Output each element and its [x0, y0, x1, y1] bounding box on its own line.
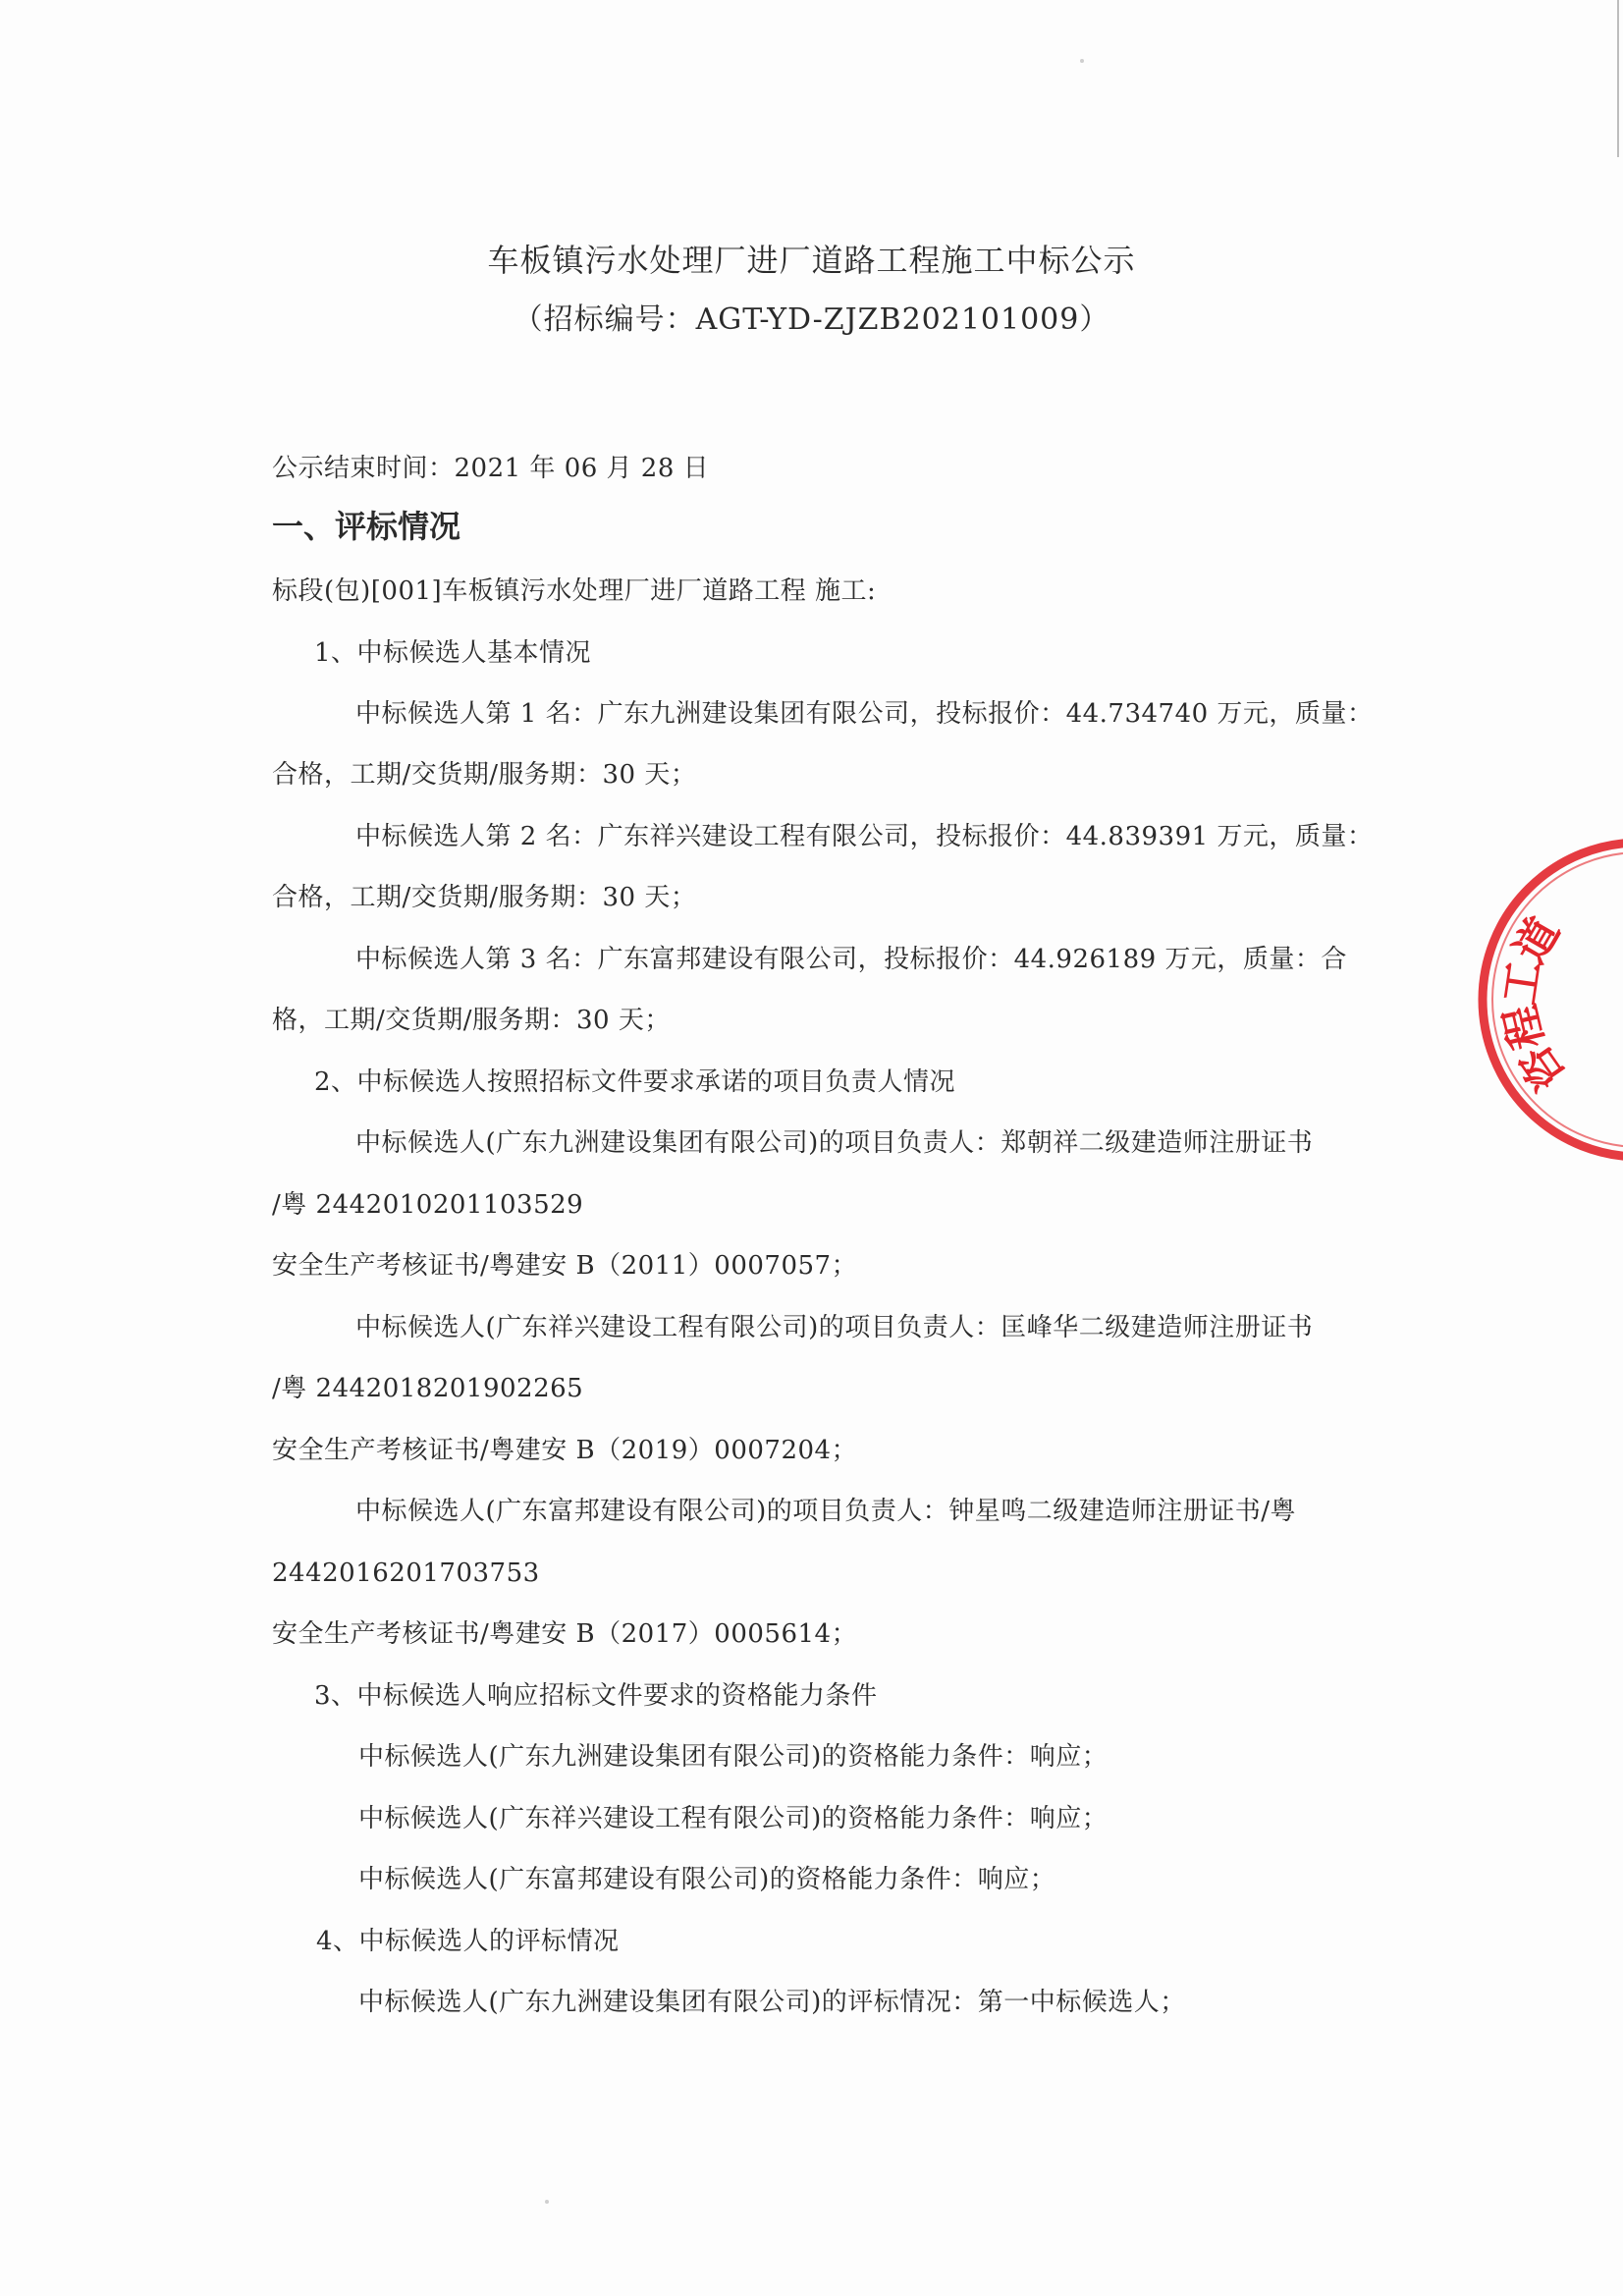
qualification-3: 中标候选人(广东富邦建设有限公司)的资格能力条件：响应；: [358, 1865, 1056, 1894]
company-seal: [1473, 833, 1623, 1167]
subheading-project-managers: 2、中标候选人按照招标文件要求承诺的项目负责人情况: [314, 1067, 956, 1097]
manager-2-line-2: /粤 2442018201902265: [272, 1374, 584, 1403]
manager-1-line-3: 安全生产考核证书/粤建安 B（2011）0007057；: [272, 1251, 858, 1281]
seal-character: 咨: [1509, 1035, 1576, 1100]
subheading-evaluation-results: 4、中标候选人的评标情况: [316, 1927, 620, 1956]
manager-1-line-1: 中标候选人(广东九洲建设集团有限公司)的项目负责人：郑朝祥二级建造师注册证书: [355, 1128, 1314, 1158]
subheading-qualifications: 3、中标候选人响应招标文件要求的资格能力条件: [314, 1681, 878, 1711]
candidate-2-line-2: 合格，工期/交货期/服务期：30 天；: [272, 883, 697, 912]
seal-character: 道: [1504, 908, 1570, 972]
document-title: 车板镇污水处理厂进厂道路工程施工中标公示: [487, 242, 1136, 279]
manager-3-line-3: 安全生产考核证书/粤建安 B（2017）0005614；: [272, 1619, 858, 1649]
scan-speck: [545, 2200, 549, 2204]
page-edge-line: [1617, 0, 1619, 157]
candidate-1-line-2: 合格，工期/交货期/服务期：30 天；: [272, 760, 697, 790]
seal-graphic: [1473, 833, 1623, 1167]
manager-3-line-1: 中标候选人(广东富邦建设有限公司)的项目负责人：钟星鸣二级建造师注册证书/粤: [355, 1497, 1297, 1526]
qualification-1: 中标候选人(广东九洲建设集团有限公司)的资格能力条件：响应；: [358, 1742, 1109, 1772]
candidate-3-line-1: 中标候选人第 3 名：广东富邦建设有限公司，投标报价：44.926189 万元，质量：合: [355, 945, 1347, 974]
qualification-2: 中标候选人(广东祥兴建设工程有限公司)的资格能力条件：响应；: [358, 1804, 1109, 1833]
tender-number: （招标编号：AGT-YD-ZJZB202101009）: [513, 302, 1110, 337]
seal-character: 程: [1494, 1000, 1554, 1055]
manager-3-line-2: 2442016201703753: [272, 1558, 540, 1588]
subheading-basic-info: 1、中标候选人基本情况: [314, 638, 592, 668]
section-heading-evaluation: 一、评标情况: [272, 508, 461, 545]
candidate-2-line-1: 中标候选人第 2 名：广东祥兴建设工程有限公司，投标报价：44.839391 万元，质量：: [355, 822, 1374, 851]
lot-line: 标段(包)[001]车板镇污水处理厂进厂道路工程 施工:: [272, 576, 877, 606]
scan-speck: [1080, 59, 1084, 63]
manager-1-line-2: /粤 2442010201103529: [272, 1190, 584, 1220]
candidate-1-line-1: 中标候选人第 1 名：广东九洲建设集团有限公司，投标报价：44.734740 万元，质量：: [355, 699, 1374, 729]
seal-character: 工: [1494, 957, 1551, 1008]
evaluation-result-line: 中标候选人(广东九洲建设集团有限公司)的评标情况：第一中标候选人；: [358, 1988, 1186, 2017]
notice-end-date: 公示结束时间：2021 年 06 月 28 日: [272, 454, 710, 483]
manager-2-line-1: 中标候选人(广东祥兴建设工程有限公司)的项目负责人：匡峰华二级建造师注册证书: [355, 1313, 1314, 1342]
manager-2-line-3: 安全生产考核证书/粤建安 B（2019）0007204；: [272, 1436, 858, 1465]
candidate-3-line-2: 格，工期/交货期/服务期：30 天；: [272, 1006, 671, 1035]
